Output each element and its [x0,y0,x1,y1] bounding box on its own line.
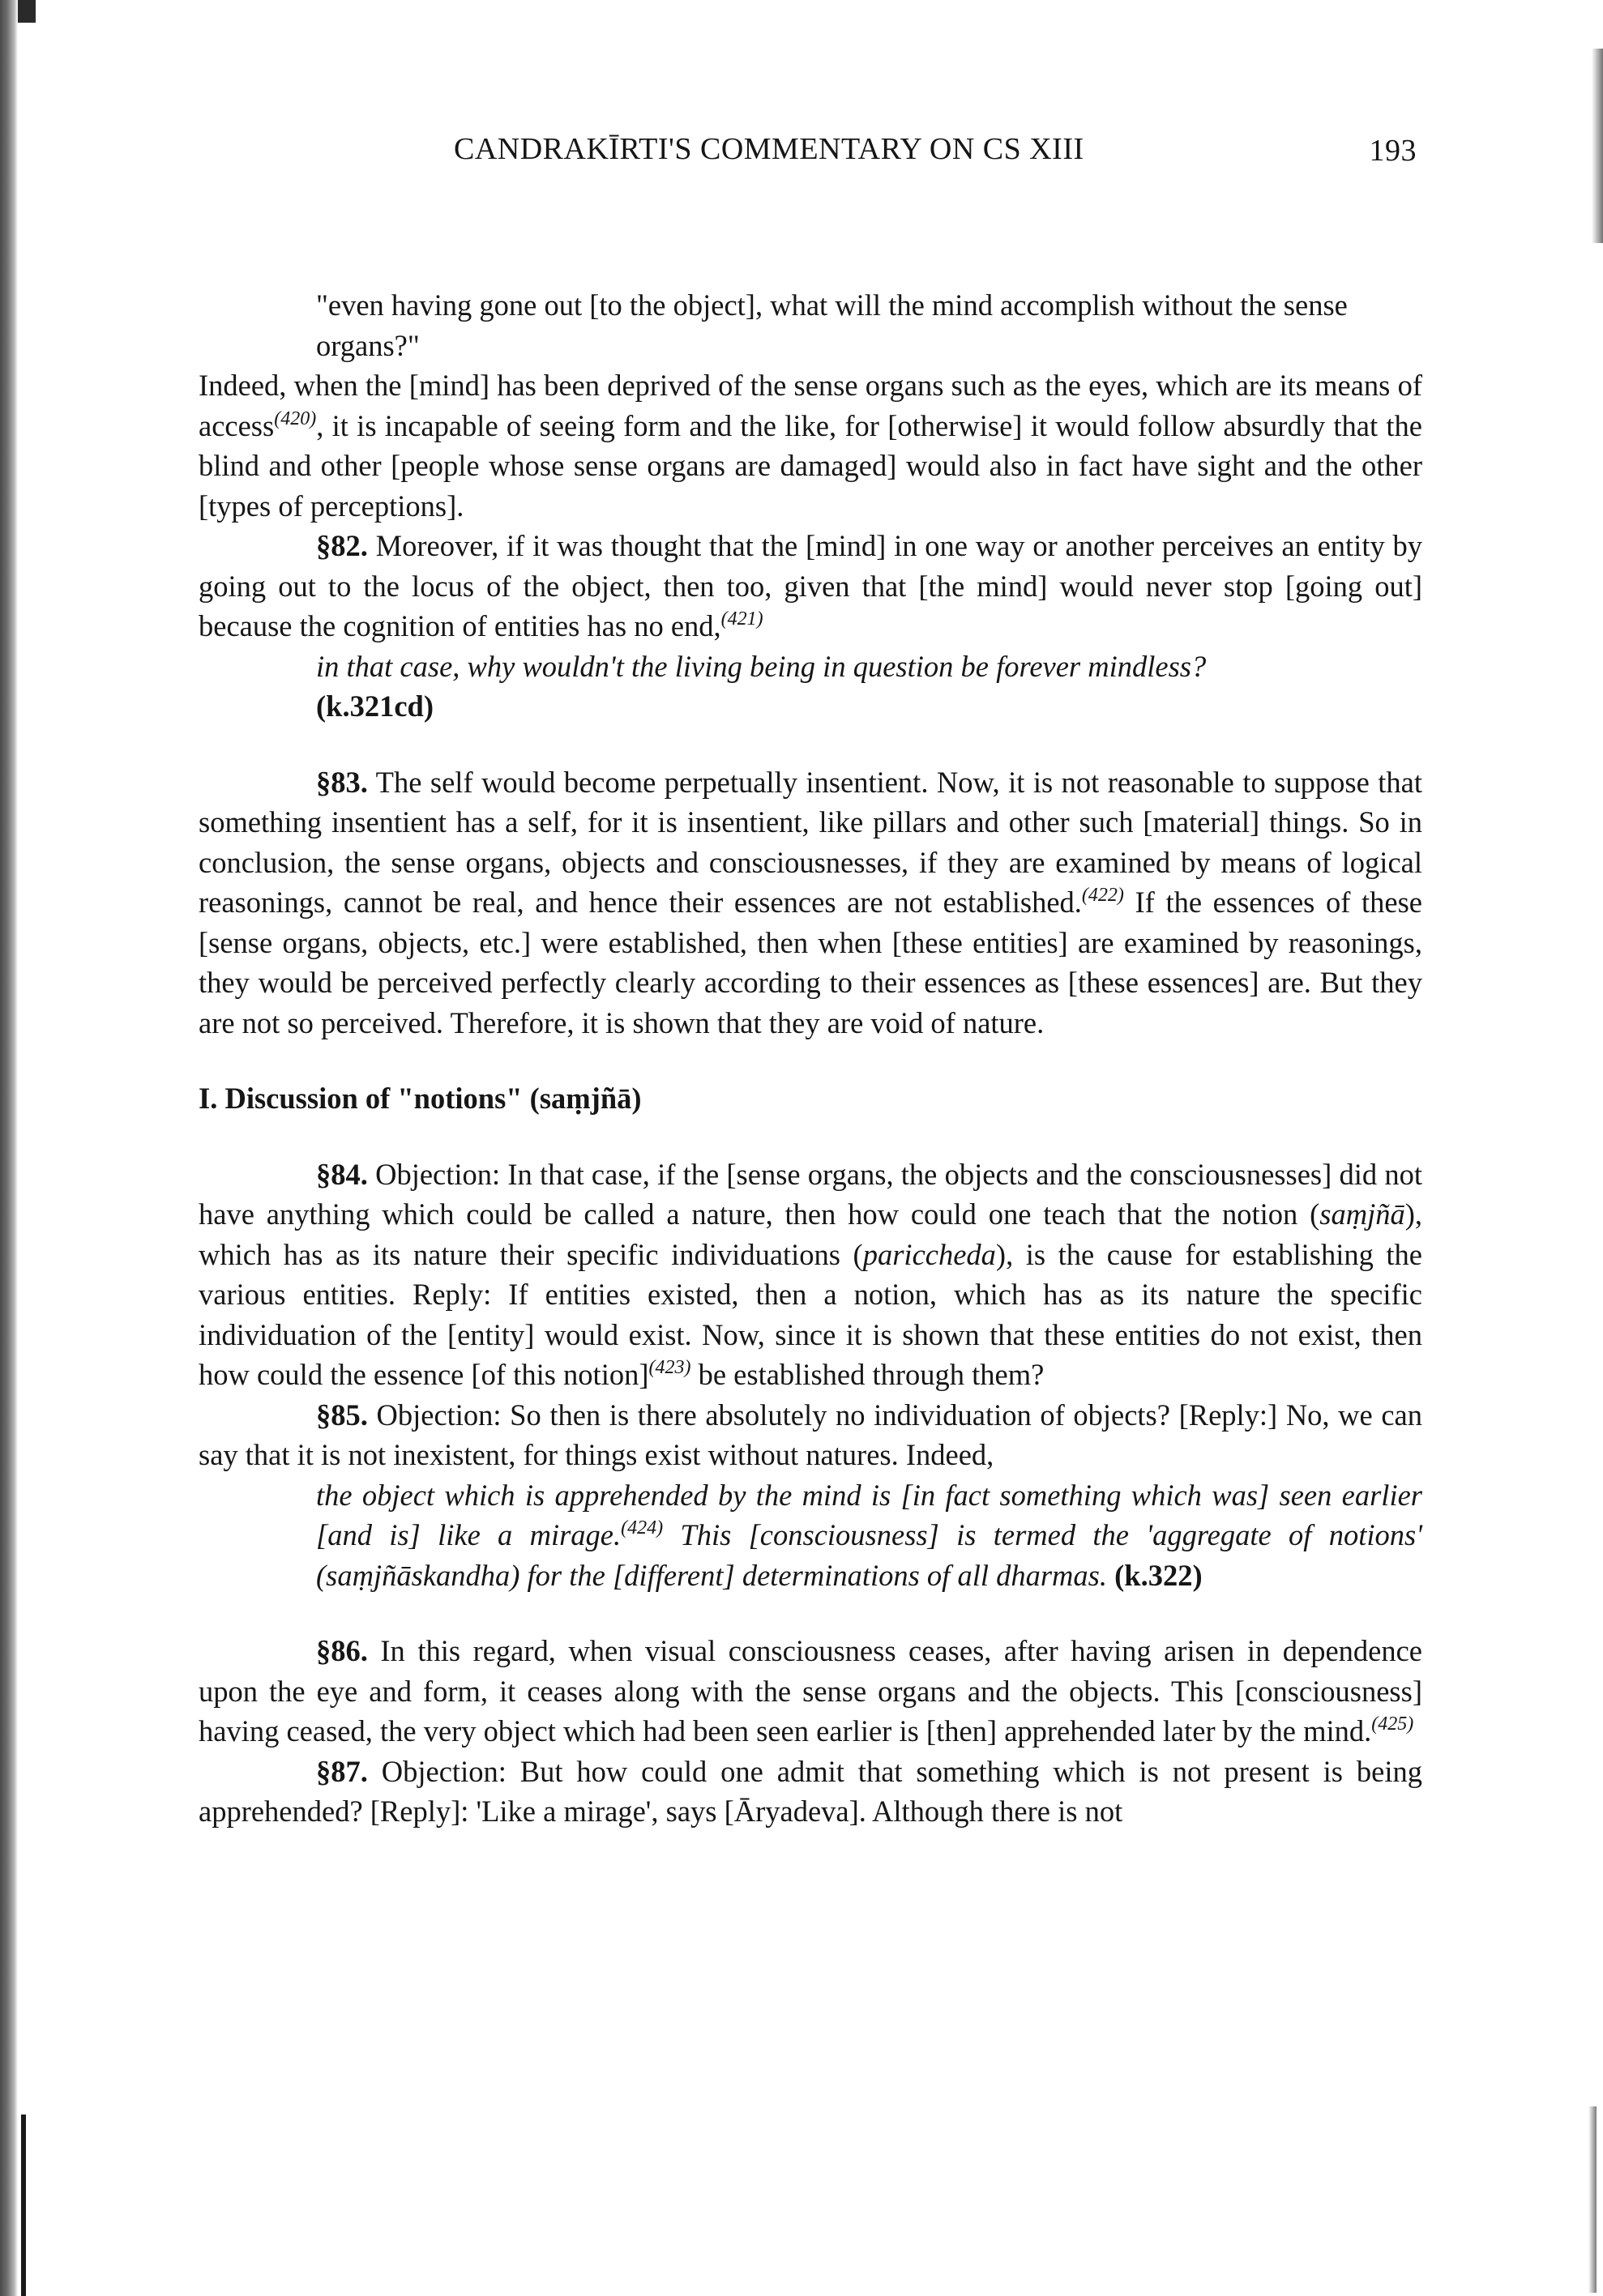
scan-edge-left [0,0,18,2296]
running-title: CANDRAKĪRTI'S COMMENTARY ON CS XIII [454,132,1084,166]
page-number: 193 [1369,134,1417,168]
scan-edge-left-top [18,0,36,23]
section-mark-83: §83. [316,765,368,799]
footnote-ref-423: (423) [648,1357,691,1378]
paragraph-82: §82. Moreover, if it was thought that the [mind] in one way or another perceives an entity by going out to the locus of the object, then too, given that [the mind] would never stop [going out] because the cognition of entities has no end,$^{(421)}$ [199,529,1422,642]
verse-quote-1: "even having gone out [to the object], what will the mind accomplish without the sense organs?" [316,288,1348,362]
karika-ref-321cd: (k.321cd) [316,689,434,723]
scan-edge-right [1592,49,1603,243]
page-header [199,131,1417,180]
footnote-ref-422: (422) [1081,885,1124,906]
section-mark-84: §84. [316,1157,368,1191]
section-mark-85: §85. [316,1398,368,1432]
page-body [199,285,1422,1832]
section-mark-87: §87. [316,1754,368,1788]
paragraph-83: §83. The self would become perpetually insentient. Now, it is not reasonable to suppose that something insentient has a self, for it is insentient, like pillars and other such [material] things. So in conclusion, the sense organs, objects and consciousnesses, if they are examined by means of logical reasonings, cannot be real, and hence their essences are not established.$^{(422)}$ If the essences of these [sense organs, objects, etc.] were established, then when [these entities] are examined by reasonings, they would be perceived perfectly clearly according to their essences as [these essences] are. But they are not so perceived. Therefore, it is shown that they are void of nature. [199,765,1423,1039]
paragraph-86: §86. In this regard, when visual consciousness ceases, after having arisen in dependence upon the eye and form, it ceases along with the sense organs and the objects. This [consciousness] having ceased, the very object which had been seen earlier is [then] apprehended later by the mind.$^{(425)}$ [199,1634,1422,1748]
section-mark-82: §82. [316,529,368,562]
term-samjna: saṃjñā [1319,1197,1405,1231]
scan-edge-left-bottom [21,2115,26,2296]
verse-quote-2: in that case, why wouldn't the living being in question be forever mindless? (k.321cd) [316,649,1207,723]
karika-ref-322: (k.322) [1114,1558,1203,1592]
paragraph-87: §87. Objection: But how could one admit that something which is not present is being apprehended? [Reply]: 'Like a mirage', says [Āryadeva]. Although there is not [199,1754,1422,1828]
verse-quote-3: the object which is apprehended by the mind is [in fact something which was] seen earlier [and is] like a mirage.$^{(424)}$ This [consciousness] is termed the 'aggregate of notions' (saṃjñāskandha) for the [different] determinations of all dharmas. (k.322) [316,1478,1422,1592]
paragraph-85: §85. Objection: So then is there absolutely no individuation of objects? [Reply:] No, we can say that it is not inexistent, for things exist without natures. Indeed, [199,1398,1422,1471]
scan-edge-right-bottom [1588,2106,1597,2293]
footnote-ref-420: (420) [274,408,317,429]
paragraph-81: Indeed, when the [mind] has been deprived of the sense organs such as the eyes, which are its means of access$^{(420)}$, it is incapable of seeing form and the like, for [otherwise] it would follow absurdly that the blind and other [people whose sense organs are damaged] would also in fact have sight and the other [types of perceptions]. [199,369,1422,523]
footnote-ref-421: (421) [720,608,763,629]
footnote-ref-424: (424) [621,1517,664,1538]
footnote-ref-425: (425) [1371,1713,1414,1735]
section-heading: I. Discussion of "notions" (saṃjñā) [199,1082,642,1115]
term-pariccheda: pariccheda [862,1237,996,1271]
paragraph-84: §84. Objection: In that case, if the [sense organs, the objects and the consciousnesses] did not have anything which could be called a nature, then how could one teach that the notion (saṃjñā), which has as its nature their specific individuations (pariccheda), is the cause for establishing the various entities. Reply: If entities existed, then a notion, which has as its nature the specific individuation of the [entity] would exist. Now, since it is shown that these entities do not exist, then how could the essence [of this notion]$^{(423)}$ be established through them? [199,1157,1422,1391]
section-mark-86: §86. [316,1634,368,1667]
